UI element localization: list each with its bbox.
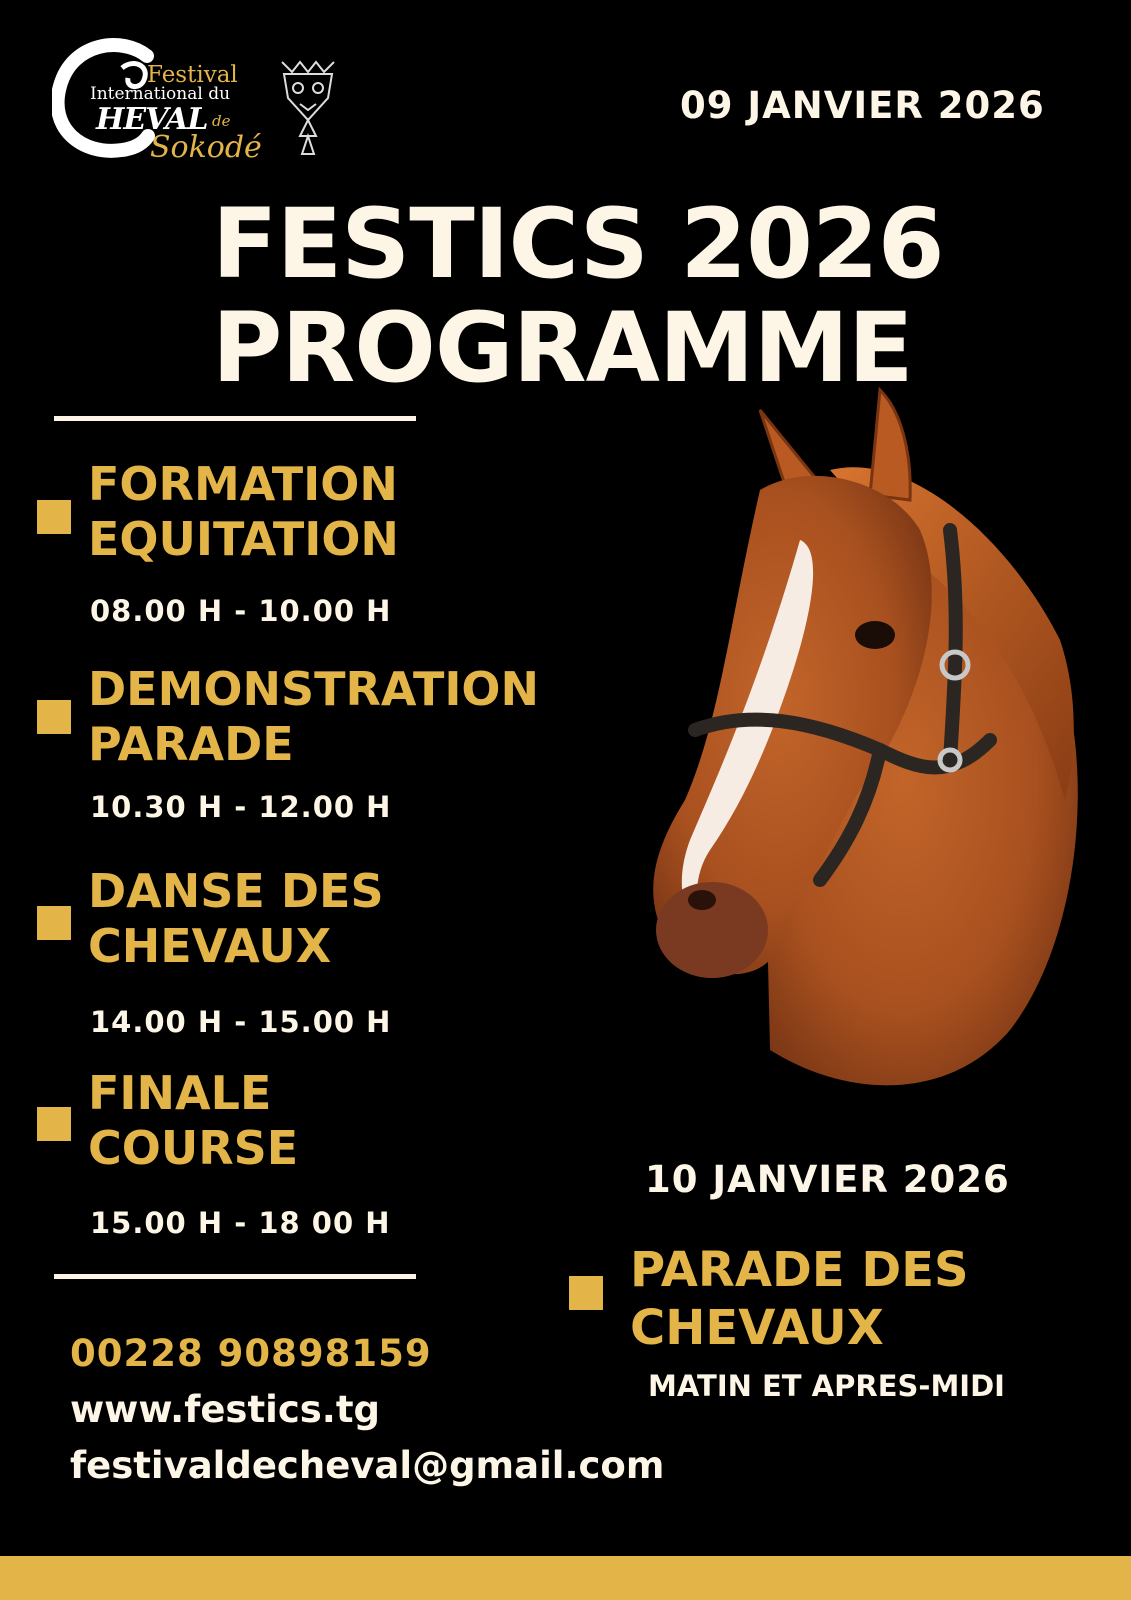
- day2-date: 10 JANVIER 2026: [645, 1158, 1010, 1201]
- event-title-line-1: PARADE DES: [630, 1242, 969, 1298]
- logo-sokode-text: Sokodé: [150, 130, 262, 165]
- event-time: 08.00 H - 10.00 H: [90, 594, 392, 628]
- day2-event-subtitle: MATIN ET APRES-MIDI: [648, 1369, 1005, 1403]
- event-title: [88, 864, 384, 974]
- divider-top: [54, 416, 416, 421]
- event-title-line-1: FINALE: [88, 1066, 272, 1120]
- event-time: 10.30 H - 12.00 H: [90, 790, 392, 824]
- event-title: [88, 662, 539, 772]
- contact-phone[interactable]: 00228 90898159: [70, 1332, 432, 1375]
- logo-festival-text: Festival: [147, 62, 238, 88]
- horse-head-image: [650, 380, 1090, 1106]
- divider-bottom: [54, 1274, 416, 1279]
- contact-email-link[interactable]: festivaldecheval@gmail.com: [70, 1444, 665, 1487]
- event-title-line-2: PARADE: [88, 717, 294, 771]
- event-title-line-1: DANSE DES: [88, 864, 384, 918]
- square-bullet-icon: [37, 700, 71, 734]
- square-bullet-icon: [37, 500, 71, 534]
- square-bullet-icon: [569, 1276, 603, 1310]
- event-title-line-2: COURSE: [88, 1121, 299, 1175]
- day1-date: 09 JANVIER 2026: [680, 84, 1045, 127]
- logo-de-text: de: [212, 112, 231, 130]
- title-line-1: FESTICS 2026: [212, 188, 944, 300]
- logo-international-text: International du: [90, 84, 231, 104]
- square-bullet-icon: [37, 906, 71, 940]
- event-title-line-2: CHEVAUX: [88, 919, 332, 973]
- day2-event-title: [630, 1241, 969, 1357]
- tribal-mask-icon: [278, 58, 338, 158]
- event-title: [88, 457, 399, 567]
- contact-website-link[interactable]: www.festics.tg: [70, 1388, 381, 1431]
- square-bullet-icon: [37, 1107, 71, 1141]
- footer-bar: [0, 1556, 1131, 1600]
- event-time: 14.00 H - 15.00 H: [90, 1005, 392, 1039]
- event-title-line-1: FORMATION: [88, 457, 398, 511]
- event-title-line-2: CHEVAUX: [630, 1300, 884, 1356]
- event-title-line-1: DEMONSTRATION: [88, 662, 540, 716]
- event-time: 15.00 H - 18 00 H: [90, 1206, 391, 1240]
- event-title-line-2: EQUITATION: [88, 512, 399, 566]
- title-line-2: PROGRAMME: [212, 292, 913, 404]
- page-title: [212, 188, 944, 404]
- logo-heval-text: HEVAL: [96, 102, 208, 137]
- event-title: [88, 1066, 298, 1176]
